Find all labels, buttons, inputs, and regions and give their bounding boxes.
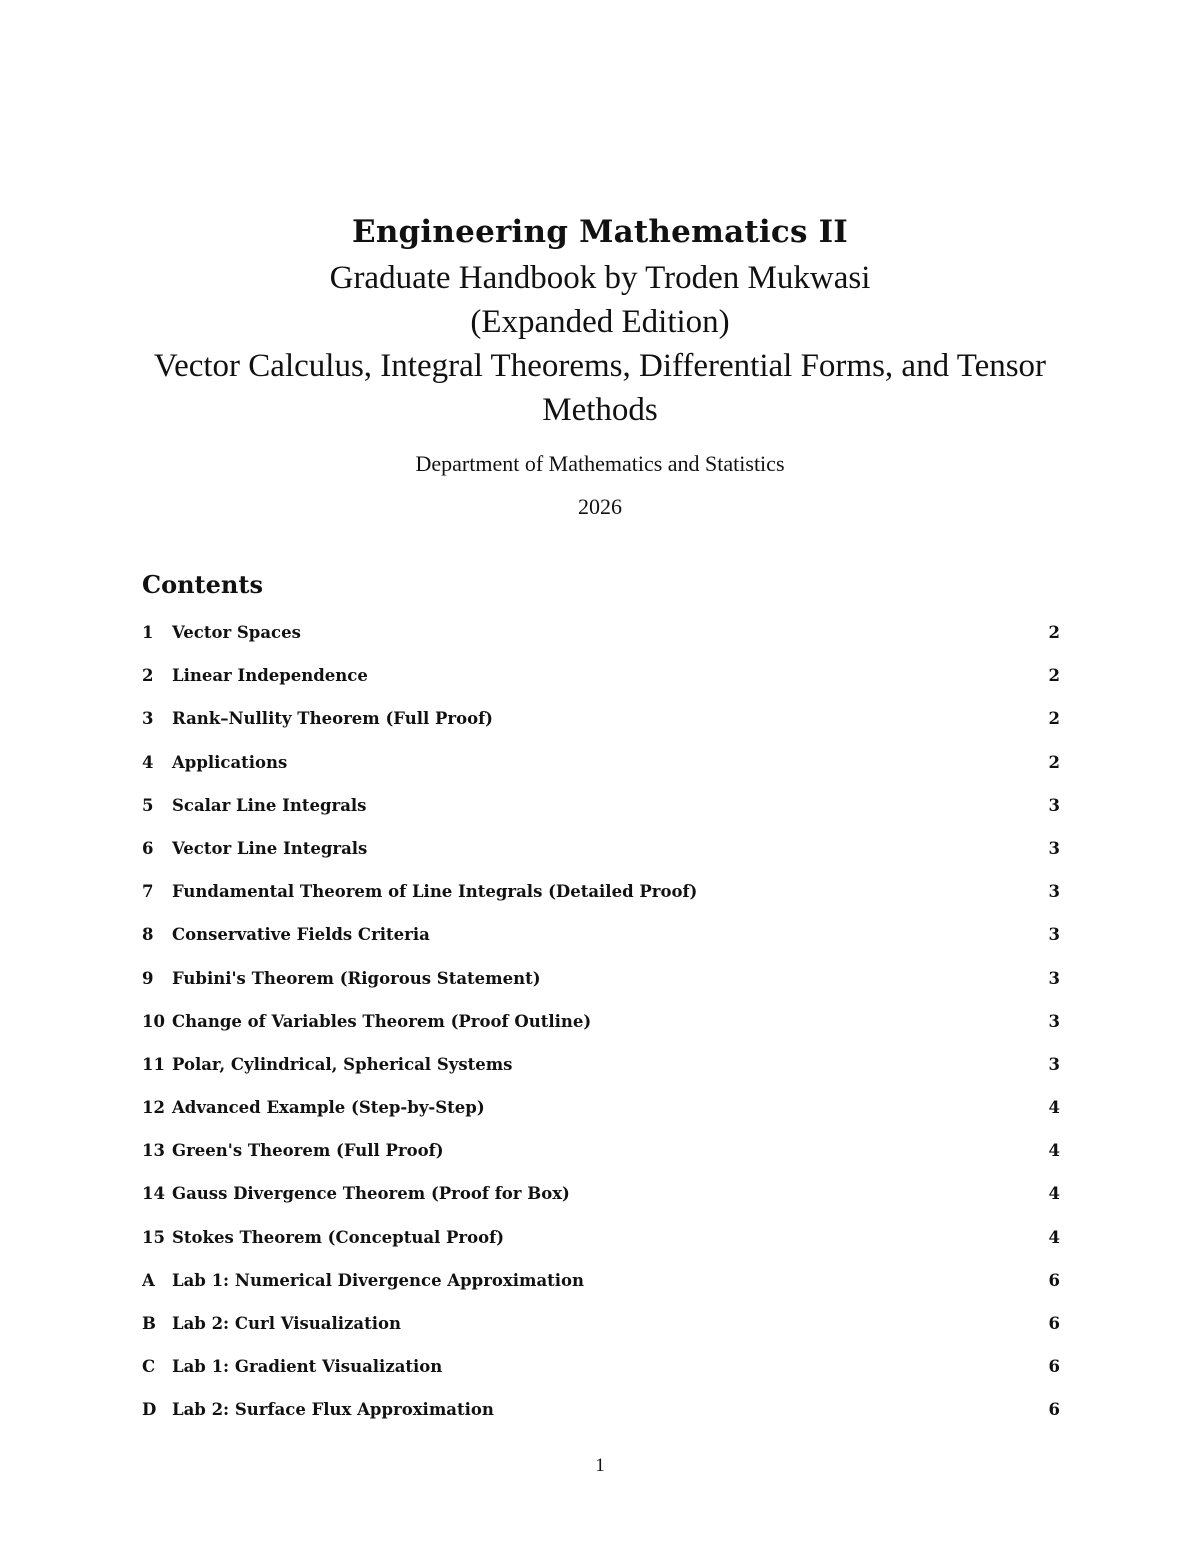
contents-heading: Contents bbox=[142, 570, 263, 599]
toc-entry-number: 12 bbox=[142, 1098, 165, 1118]
toc-entry[interactable] bbox=[142, 1043, 1060, 1086]
toc-entry[interactable] bbox=[142, 697, 1060, 740]
toc-entry-title: Change of Variables Theorem (Proof Outline) bbox=[172, 1011, 592, 1031]
toc-entry-number: 14 bbox=[142, 1184, 165, 1204]
toc-entry-title: Conservative Fields Criteria bbox=[172, 925, 430, 945]
toc-entry-number: 5 bbox=[142, 795, 154, 815]
toc-entry-page: 6 bbox=[1048, 1357, 1060, 1377]
toc-entry-number: 11 bbox=[142, 1054, 165, 1074]
toc-entry[interactable] bbox=[142, 741, 1060, 784]
toc-entry-page: 4 bbox=[1048, 1141, 1060, 1161]
toc-entry-page: 3 bbox=[1048, 882, 1060, 902]
toc-entry-page: 6 bbox=[1048, 1400, 1060, 1420]
toc-entry-title: Lab 2: Surface Flux Approximation bbox=[172, 1400, 494, 1420]
subtitle-edition: (Expanded Edition) bbox=[470, 304, 730, 340]
toc-entry-page: 2 bbox=[1048, 623, 1060, 642]
toc-entry-number: 7 bbox=[142, 882, 154, 902]
toc-entry-page: 3 bbox=[1048, 1054, 1060, 1074]
toc-entry[interactable] bbox=[142, 870, 1060, 913]
department: Department of Mathematics and Statistics bbox=[415, 451, 785, 476]
toc-entry-title: Rank–Nullity Theorem (Full Proof) bbox=[172, 709, 493, 729]
toc-entry-page: 3 bbox=[1048, 1011, 1060, 1031]
toc-entry-page: 3 bbox=[1048, 795, 1060, 815]
toc-entry[interactable] bbox=[142, 957, 1060, 1000]
toc-entry-number: 1 bbox=[142, 623, 154, 642]
toc-entry-number: 8 bbox=[142, 925, 154, 945]
toc-entry-title: Lab 1: Gradient Visualization bbox=[172, 1357, 443, 1377]
toc-entry[interactable] bbox=[142, 611, 1060, 654]
toc-entry[interactable] bbox=[142, 1216, 1060, 1259]
toc-entry[interactable] bbox=[142, 1129, 1060, 1172]
title-block bbox=[120, 208, 1080, 432]
toc-entry-title: Lab 1: Numerical Divergence Approximation bbox=[172, 1270, 585, 1290]
toc-entry-title: Stokes Theorem (Conceptual Proof) bbox=[172, 1227, 505, 1247]
toc-entry-number: A bbox=[142, 1270, 155, 1290]
toc-entry[interactable] bbox=[142, 827, 1060, 870]
toc-entry-title: Advanced Example (Step-by-Step) bbox=[172, 1098, 485, 1118]
subtitle-topics-continued: Methods bbox=[542, 392, 658, 428]
table-of-contents bbox=[142, 611, 1060, 1432]
year: 2026 bbox=[578, 494, 622, 519]
toc-entry-page: 3 bbox=[1048, 838, 1060, 858]
toc-entry-title: Fundamental Theorem of Line Integrals (Detailed Proof) bbox=[172, 882, 698, 902]
toc-entry-number: D bbox=[142, 1400, 157, 1420]
toc-entry-page: 2 bbox=[1048, 709, 1060, 729]
toc-entry[interactable] bbox=[142, 1086, 1060, 1129]
toc-entry-title: Scalar Line Integrals bbox=[172, 795, 367, 815]
toc-entry-title: Linear Independence bbox=[172, 666, 368, 686]
toc-entry-title: Vector Spaces bbox=[172, 623, 301, 642]
toc-entry-number: 3 bbox=[142, 709, 154, 729]
toc-entry-page: 2 bbox=[1048, 752, 1060, 772]
toc-entry-title: Polar, Cylindrical, Spherical Systems bbox=[172, 1054, 513, 1074]
toc-entry-page: 3 bbox=[1048, 968, 1060, 988]
toc-entry-page: 4 bbox=[1048, 1184, 1060, 1204]
toc-entry-number: 15 bbox=[142, 1227, 165, 1247]
toc-entry[interactable] bbox=[142, 913, 1060, 956]
toc-entry-page: 6 bbox=[1048, 1270, 1060, 1290]
toc-entry[interactable] bbox=[142, 1345, 1060, 1388]
toc-entry[interactable] bbox=[142, 1000, 1060, 1043]
toc-entry[interactable] bbox=[142, 1172, 1060, 1215]
subtitle-topics: Vector Calculus, Integral Theorems, Differential Forms, and Tensor bbox=[153, 348, 1047, 384]
toc-entry-number: 9 bbox=[142, 968, 154, 988]
toc-entry-page: 4 bbox=[1048, 1098, 1060, 1118]
toc-entry[interactable] bbox=[142, 1302, 1060, 1345]
toc-entry[interactable] bbox=[142, 784, 1060, 827]
toc-entry-number: 6 bbox=[142, 838, 154, 858]
toc-entry-title: Gauss Divergence Theorem (Proof for Box) bbox=[172, 1184, 570, 1204]
toc-entry[interactable] bbox=[142, 654, 1060, 697]
toc-entry-page: 2 bbox=[1048, 666, 1060, 686]
toc-entry-page: 3 bbox=[1048, 925, 1060, 945]
toc-entry-number: 13 bbox=[142, 1141, 165, 1161]
toc-entry-number: 4 bbox=[142, 752, 154, 772]
toc-entry-number: B bbox=[142, 1314, 156, 1333]
toc-entry-title: Lab 2: Curl Visualization bbox=[172, 1314, 401, 1333]
toc-entry-page: 6 bbox=[1048, 1314, 1060, 1333]
toc-entry-number: C bbox=[142, 1357, 156, 1377]
toc-entry-title: Applications bbox=[172, 752, 288, 772]
toc-entry-title: Green's Theorem (Full Proof) bbox=[172, 1141, 444, 1161]
toc-entry[interactable] bbox=[142, 1388, 1060, 1431]
subtitle-author: Graduate Handbook by Troden Mukwasi bbox=[329, 260, 871, 296]
document-title: Engineering Mathematics II bbox=[351, 214, 848, 250]
toc-entry-page: 4 bbox=[1048, 1227, 1060, 1247]
toc-entry-number: 2 bbox=[142, 666, 154, 686]
toc-entry-number: 10 bbox=[142, 1011, 165, 1031]
toc-entry-title: Vector Line Integrals bbox=[172, 838, 368, 858]
toc-entry[interactable] bbox=[142, 1259, 1060, 1302]
page-number: 1 bbox=[595, 1455, 605, 1476]
toc-entry-title: Fubini's Theorem (Rigorous Statement) bbox=[172, 968, 541, 988]
